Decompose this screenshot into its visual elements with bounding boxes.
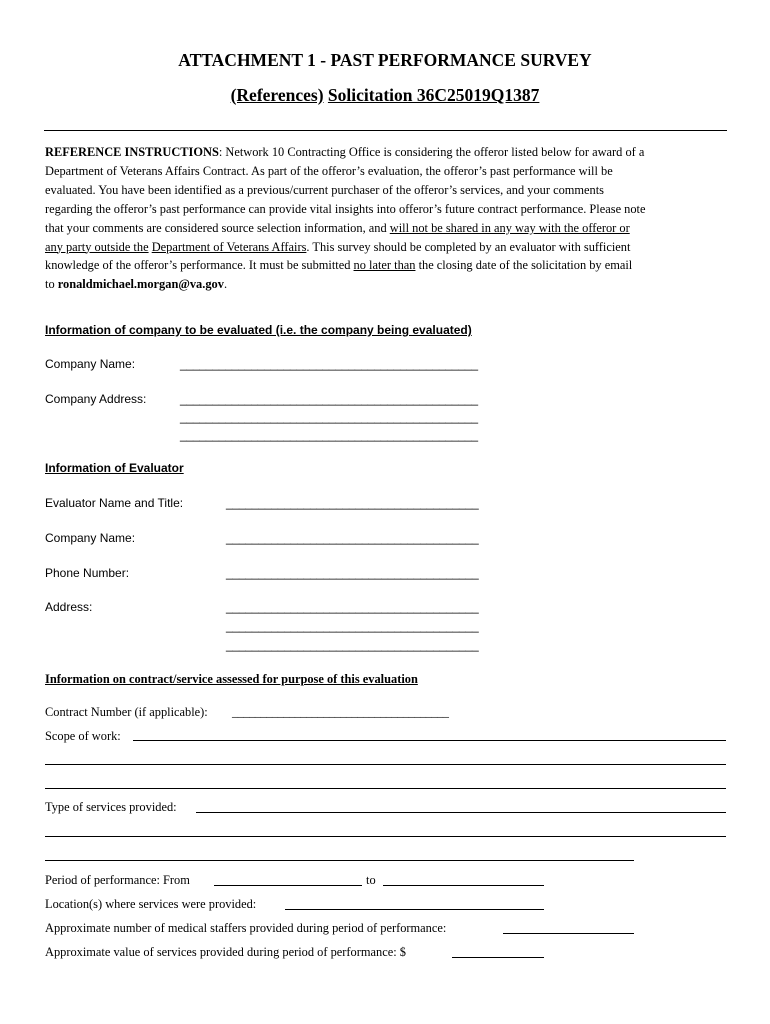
scope-of-work-field-2[interactable] [45,764,726,765]
scope-of-work-field-3[interactable] [45,788,726,789]
contract-number-label: Contract Number (if applicable): [45,705,208,719]
evaluator-address-field-3[interactable]: _______________________________________ [226,638,479,652]
evaluator-address-field-2[interactable]: _______________________________________ [226,619,479,633]
location-label: Location(s) where services were provided: [45,897,257,911]
evaluator-name-title-label: Evaluator Name and Title: [45,496,184,510]
company-address-field-2[interactable]: ______________________________________________ [180,410,478,424]
period-to-field[interactable] [383,885,544,886]
evaluator-company-field[interactable]: _______________________________________ [226,531,479,545]
evaluator-phone-label: Phone Number: [45,566,130,580]
contract-number-field[interactable]: ______________________________________ [232,705,449,719]
subtitle-references: (References) [230,85,324,105]
evaluator-phone-field[interactable]: _______________________________________ [226,566,479,580]
medical-staffers-field[interactable] [503,933,634,934]
services-provided-field-2[interactable] [45,836,726,837]
company-name-label: Company Name: [45,357,136,371]
reference-instructions [45,143,728,294]
company-name-field[interactable]: ______________________________________________ [180,357,478,371]
evaluator-section-heading: Information of Evaluator [45,461,184,475]
header-divider [44,130,727,131]
instructions-line-6: any party outside the Department of Veterans Affairs. This survey should be completed by an evaluator with sufficient [45,239,631,254]
instructions-line-1: REFERENCE INSTRUCTIONS: Network 10 Contracting Office is considering the offeror listed below for award of a [45,145,645,159]
page-title: ATTACHMENT 1 - PAST PERFORMANCE SURVEY [178,50,592,70]
evaluator-name-title-field[interactable]: _______________________________________ [226,496,479,510]
instructions-line-3: evaluated. You have been identified as a previous/current purchaser of the offeror’s services, and your comments [45,182,604,197]
company-address-label: Company Address: [45,392,147,406]
instructions-line-2: Department of Veterans Affairs Contract. As part of the offeror’s evaluation, the offeror’s past performance will be [45,163,613,178]
instructions-line-7: knowledge of the offeror’s performance. It must be submitted no later than the closing date of the solicitation by email [45,258,633,273]
evaluator-address-label: Address: [45,600,93,614]
company-address-field-1[interactable]: ______________________________________________ [180,392,478,406]
period-to-label: to [366,873,376,887]
services-provided-field-3[interactable] [45,860,634,861]
evaluator-company-label: Company Name: [45,531,136,545]
services-value-label: Approximate value of services provided during period of performance: $ [45,945,406,959]
company-section-heading: Information of company to be evaluated (i.e. the company being evaluated) [45,323,472,337]
contact-email: ronaldmichael.morgan@va.gov [57,277,224,292]
subtitle-solicitation: Solicitation 36C25019Q1387 [327,85,540,105]
company-address-field-3[interactable]: ______________________________________________ [180,428,478,442]
scope-of-work-label: Scope of work: [45,729,121,743]
period-from-field[interactable] [214,885,362,886]
period-of-performance-label: Period of performance: From [45,873,190,887]
scope-of-work-field-1[interactable] [133,740,726,741]
services-value-field[interactable] [452,957,544,958]
services-provided-label: Type of services provided: [45,800,177,814]
services-provided-field-1[interactable] [196,812,726,813]
page-subtitle [0,85,770,106]
instructions-line-5: that your comments are considered source selection information, and will not be shared in any way with the offeror or [45,220,630,235]
medical-staffers-label: Approximate number of medical staffers provided during period of performance: [45,921,447,935]
instructions-line-8: to ronaldmichael.morgan@va.gov. [45,277,228,292]
evaluator-address-field-1[interactable]: _______________________________________ [226,600,479,614]
contract-section-heading: Information on contract/service assessed for purpose of this evaluation [45,672,418,686]
location-field[interactable] [285,909,544,910]
instructions-line-4: regarding the offeror’s past performance can provide vital insights into offeror’s future contract performance. Please note [45,201,646,216]
instructions-lead: REFERENCE INSTRUCTIONS [45,145,219,159]
